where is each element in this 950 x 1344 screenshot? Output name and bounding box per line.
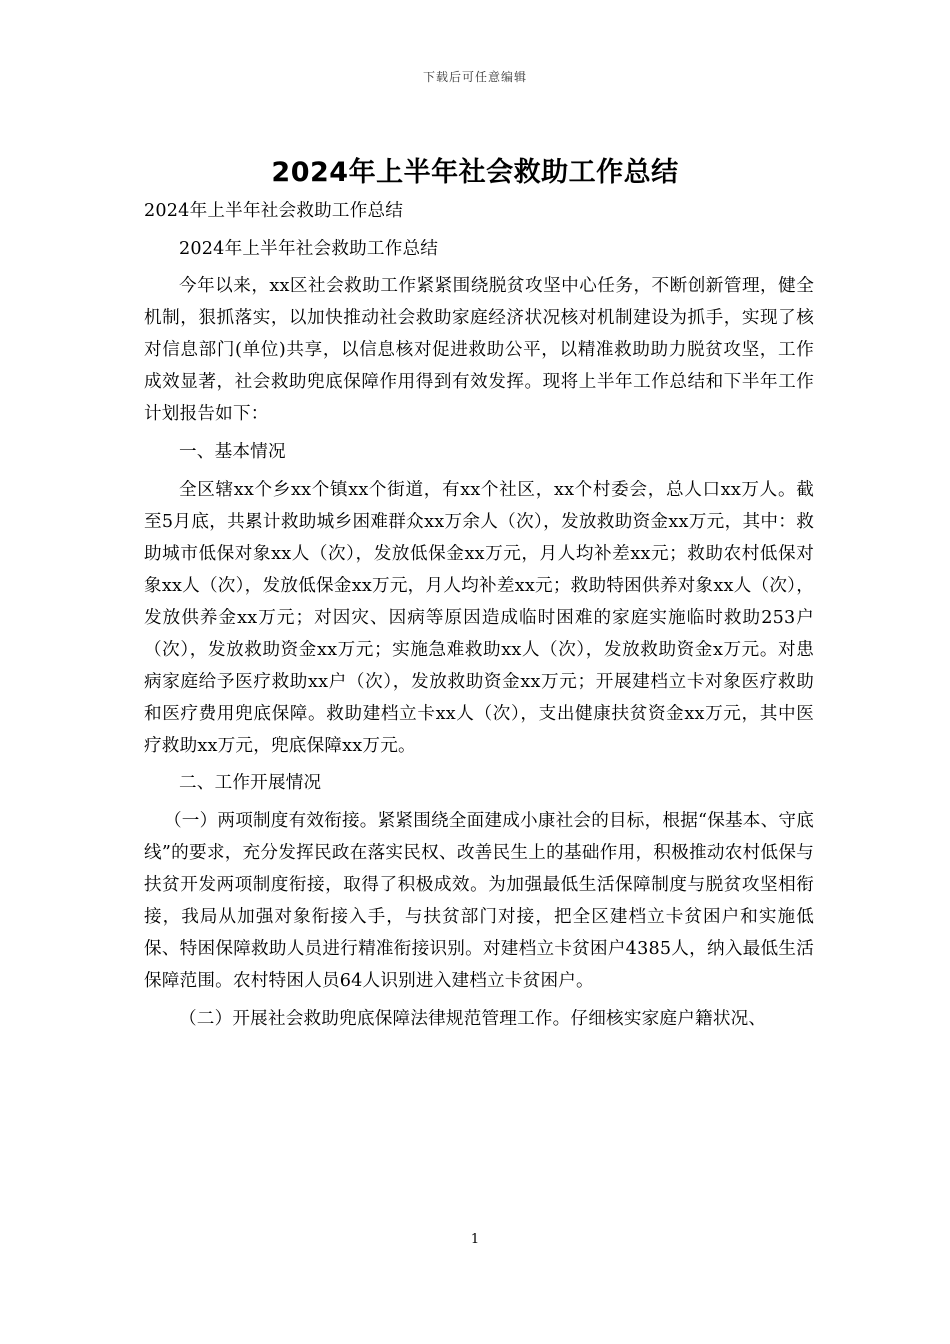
subtitle-line: 2024年上半年社会救助工作总结 (144, 201, 404, 221)
section-heading-basic: 一、基本情况 (179, 442, 286, 463)
section-heading-work: 二、工作开展情况 (179, 773, 322, 794)
work-item-1-paragraph: （一）两项制度有效衔接。紧紧围绕全面建成小康社会的目标，根据“保基本、守底线”的要求，充分发挥民政在落实民权、改善民生上的基础作用，积极推动农村低保与扶贫开发两项制度衔接，取得了积极成效。为加强最低生活保障制度与脱贫攻坚相衔接，我局从加强对象衔接入手，与扶贫部门对接，把全区建档立卡贫困户和实施低保、特困保障救助人员进行精准衔接识别。对建档立卡贫困户4385人，纳入最低生活保障范围。农村特困人员64人识别进入建档立卡贫困户。 (144, 811, 814, 992)
work-item-2-paragraph: （二）开展社会救助兜底保障法律规范管理工作。仔细核实家庭户籍状况、 (179, 1008, 767, 1029)
page-number: 1 (470, 1232, 480, 1247)
document-title: 2024年上半年社会救助工作总结 (271, 157, 679, 188)
document-body (144, 195, 814, 1041)
basic-situation-paragraph: 全区辖xx个乡xx个镇xx个街道，有xx个社区，xx个村委会，总人口xx万人。截至5月底，共累计救助城乡困难群众xx万余人（次），发放救助资金xx万元，其中：救助城市低保对象xx人（次），发放低保金xx万元，月人均补差xx元；救助农村低保对象xx人（次），发放低保金xx万元，月人均补差xx元；救助特困供养对象xx人（次），发放供养金xx万元；对因灾、因病等原因造成临时困难的家庭实施临时救助253户（次），发放救助资金xx万元；实施急难救助xx人（次），发放救助资金x万元。对患病家庭给予医疗救助xx户（次），发放救助资金xx万元；开展建档立卡对象医疗救助和医疗费用兜底保障。救助建档立卡xx人（次），支出健康扶贫资金xx万元，其中医疗救助xx万元，兜底保障xx万元。 (144, 479, 814, 756)
header-note: 下载后可任意编辑 (422, 70, 527, 84)
subtitle-line-indented: 2024年上半年社会救助工作总结 (179, 238, 439, 259)
intro-paragraph: 今年以来，xx区社会救助工作紧紧围绕脱贫攻坚中心任务，不断创新管理，健全机制，狠抓落实，以加快推动社会救助家庭经济状况核对机制建设为抓手，实现了核对信息部门(单位)共享，以信息核对促进救助公平，以精准救助助力脱贫攻坚，工作成效显著，社会救助兜底保障作用得到有效发挥。现将上半年工作总结和下半年工作计划报告如下： (144, 276, 814, 425)
